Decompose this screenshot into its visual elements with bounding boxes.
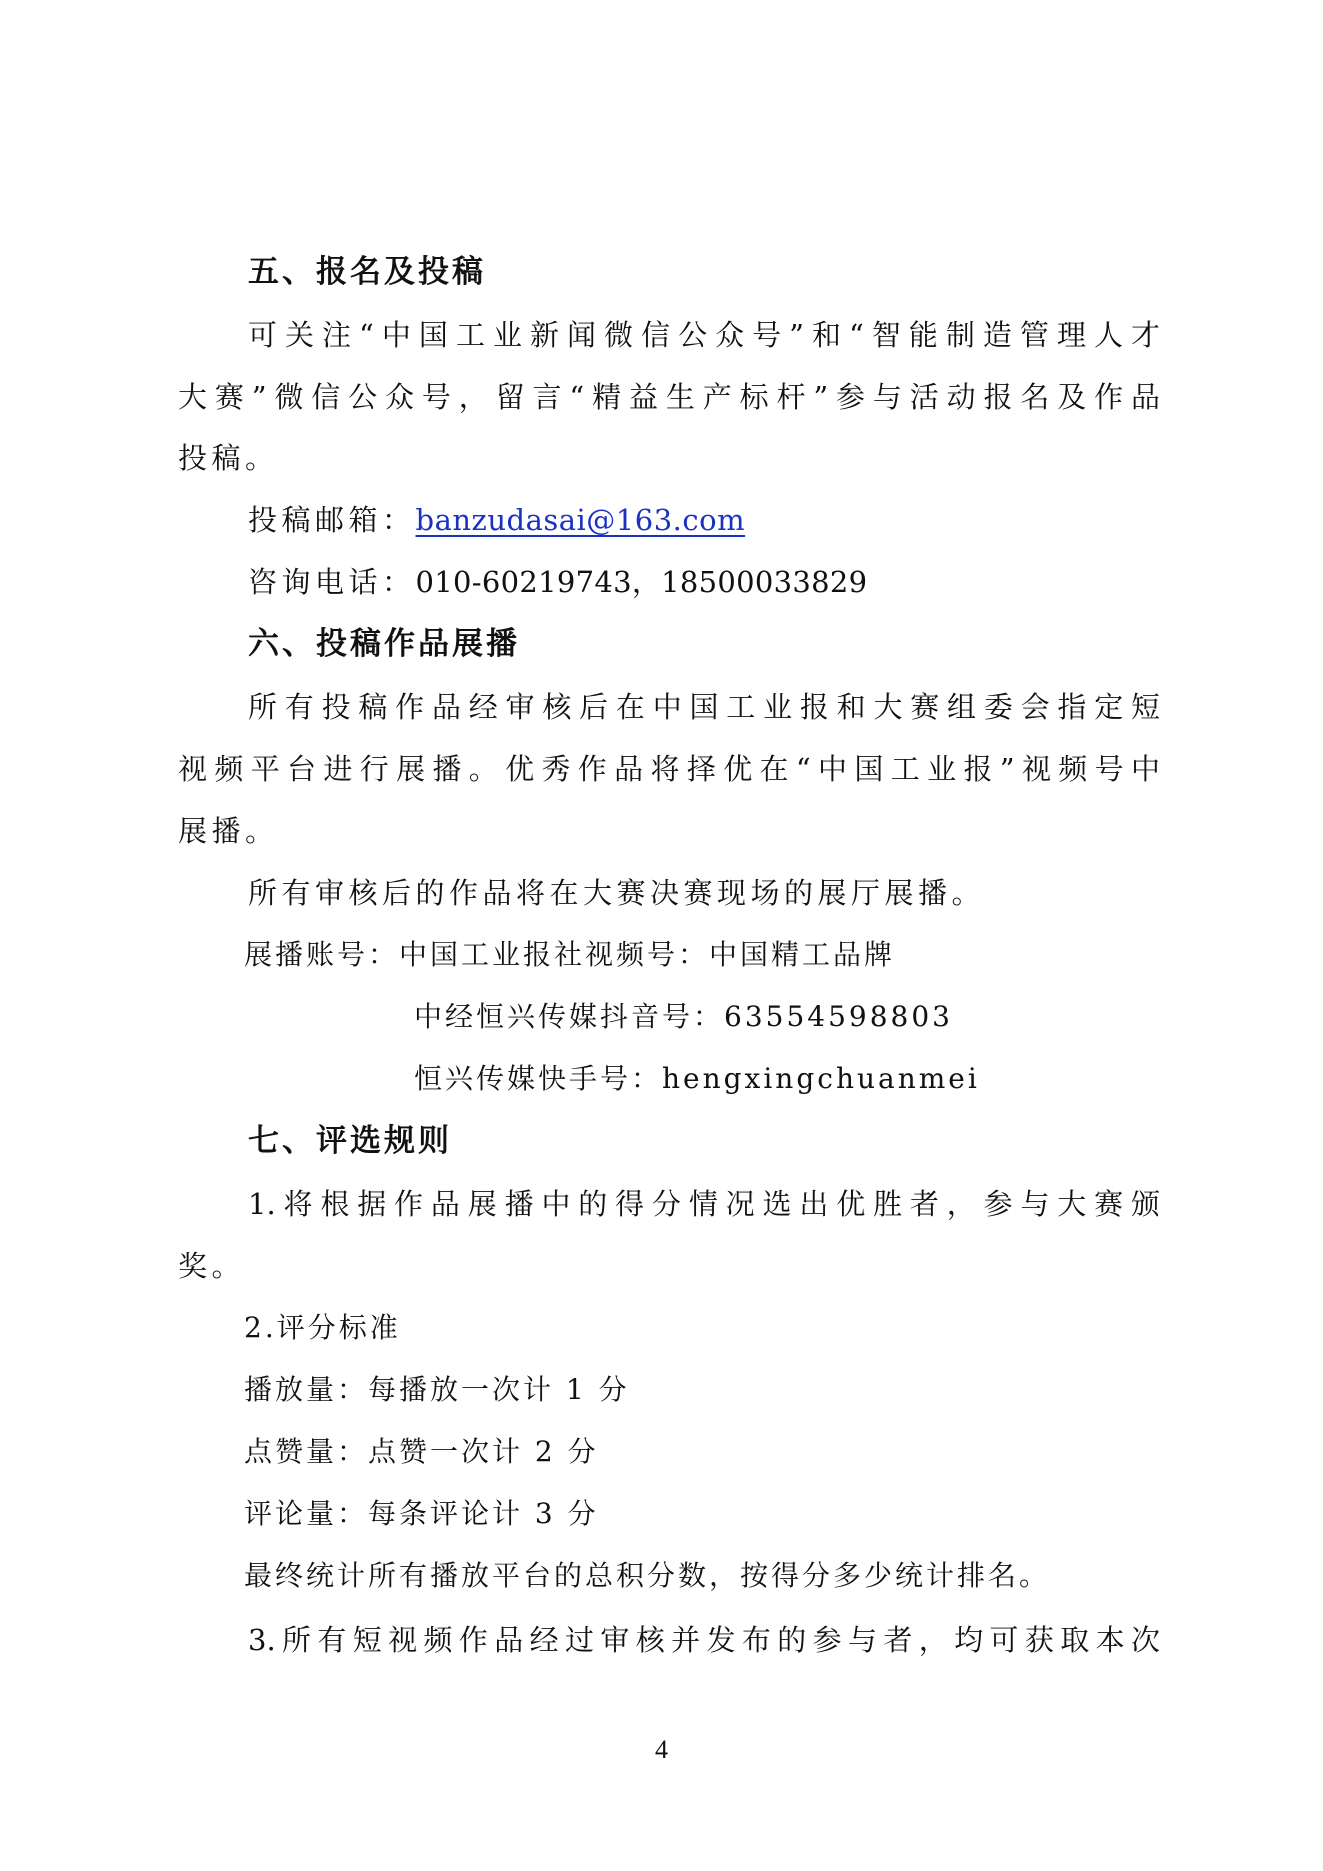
sec5-para-line-1: 可关注“中国工业新闻微信公众号”和“智能制造管理人才	[248, 318, 1160, 352]
sec6-para-line-3: 展播。	[178, 814, 279, 848]
email-line	[248, 500, 745, 540]
account-kuaishou: 恒兴传媒快手号：hengxingchuanmei	[414, 1062, 980, 1095]
rule1-line-1: 1.将根据作品展播中的得分情况选出优胜者，参与大赛颁	[248, 1187, 1160, 1221]
rule1-line-2: 奖。	[178, 1249, 246, 1283]
score-comments: 评论量：每条评论计 3 分	[244, 1497, 599, 1530]
rule2-title: 2.评分标准	[244, 1311, 401, 1344]
sec5-para-line-2: 大赛”微信公众号，留言“精益生产标杆”参与活动报名及作品	[178, 380, 1160, 414]
sec6-para-line-2: 视频平台进行展播。优秀作品将择优在“中国工业报”视频号中	[178, 752, 1160, 786]
ranking-summary: 最终统计所有播放平台的总积分数，按得分多少统计排名。	[244, 1559, 1051, 1592]
sec5-para-line-3: 投稿。	[178, 441, 279, 475]
section-heading-5: 五、报名及投稿	[248, 254, 486, 290]
account-douyin: 中经恒兴传媒抖音号：63554598803	[414, 1000, 953, 1033]
score-likes: 点赞量：点赞一次计 2 分	[244, 1435, 599, 1468]
phone-label: 咨询电话：	[248, 565, 416, 599]
email-link[interactable]: banzudasai@163.com	[415, 503, 746, 537]
email-label: 投稿邮箱：	[248, 503, 416, 537]
sec6-para-line-4: 所有审核后的作品将在大赛决赛现场的展厅展播。	[248, 876, 986, 910]
section-heading-7: 七、评选规则	[248, 1123, 452, 1159]
rule3-line-1: 3.所有短视频作品经过审核并发布的参与者，均可获取本次	[248, 1623, 1160, 1657]
page-number: 4	[655, 1735, 668, 1764]
sec6-para-line-1: 所有投稿作品经审核后在中国工业报和大赛组委会指定短	[248, 690, 1160, 724]
phone-numbers: 010-60219743，18500033829	[415, 565, 868, 599]
accounts-line-1	[244, 935, 895, 975]
accounts-label: 展播账号：	[244, 938, 400, 971]
phone-line	[248, 562, 867, 602]
score-plays: 播放量：每播放一次计 1 分	[244, 1373, 630, 1406]
account-wechat-channel: 中国工业报社视频号：中国精工品牌	[399, 938, 896, 971]
section-heading-6: 六、投稿作品展播	[248, 626, 520, 662]
